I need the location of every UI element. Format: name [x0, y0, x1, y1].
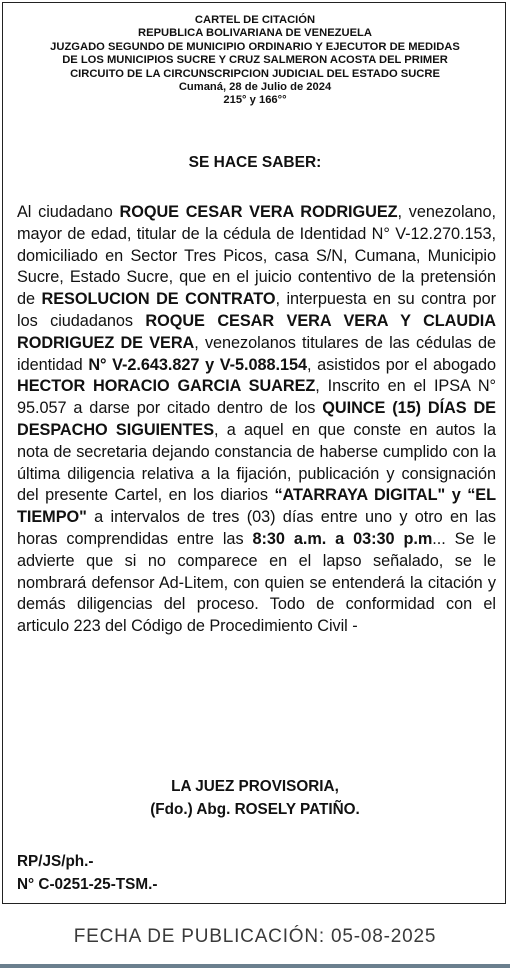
publication-date: FECHA DE PUBLICACIÓN: 05-08-2025 — [73, 926, 437, 947]
reference-block — [17, 850, 157, 896]
newspapers: “ATARRAYA DIGITAL" y “EL TIEMPO" — [17, 486, 496, 527]
reference-initials: RP/JS/ph.- — [17, 853, 94, 870]
header-place-date: Cumaná, 28 de Julio de 2024 — [178, 81, 332, 94]
header-title: CARTEL DE CITACIÓN — [194, 14, 316, 26]
body-text: , venezolano, mayor de edad, titular de la cédula de Identidad N° V-12.270.153, domiciliado en Sector Tres Picos, casa S/N, Cumana, Municipio Sucre, Estado Sucre, que en el juicio contentivo de la pretensión de — [17, 203, 496, 309]
plaintiff-names: ROQUE CESAR VERA VERA Y CLAUDIA RODRIGUEZ DE VERA — [17, 311, 496, 352]
plaintiff-ids: N° V-2.643.827 y V-5.088.154 — [88, 355, 307, 374]
header-court-municipalities: DE LOS MUNICIPIOS SUCRE Y CRUZ SALMERON ACOSTA DEL PRIMER — [62, 54, 448, 67]
body-text: , interpuesta en su contra por los ciudadanos — [17, 290, 496, 330]
header-country: REPUBLICA BOLIVARIANA DE VENEZUELA — [138, 27, 372, 40]
body-text: a intervalos de tres (03) días entre uno y otro en las horas comprendidas entre las — [17, 508, 496, 548]
body-text: , Inscrito en el IPSA N° 95.057 a darse por citado dentro de los — [17, 377, 496, 418]
body-text: , a aquel en que conste en autos la nota de secretaria dejando constancia de haberse cumplido con la última diligencia relativa a la fijación, publicación y consignación del presente Cartel, en los diarios — [17, 420, 496, 505]
office-hours: 8:30 a.m. a 03:30 p.m — [252, 529, 433, 548]
defendant-name: ROQUE CESAR VERA RODRIGUEZ — [119, 203, 398, 221]
header-court-circuit: CIRCUITO DE LA CIRCUNSCRIPCION JUDICIAL DEL ESTADO SUCRE — [70, 67, 440, 80]
notice-heading: SE HACE SABER: — [188, 154, 322, 171]
signature-block — [0, 775, 510, 821]
header-court: JUZGADO SEGUNDO DE MUNICIPIO ORDINARIO Y EJECUTOR DE MEDIDAS — [50, 40, 460, 53]
attorney-name: HECTOR HORACIO GARCIA SUAREZ — [17, 377, 316, 396]
header-years: 215° y 166°° — [223, 94, 287, 107]
judge-name: (Fdo.) Abg. ROSELY PATIÑO. — [150, 801, 360, 818]
body-text: , venezolanos titulares de las cédulas de identidad — [17, 333, 496, 374]
notice-header — [8, 14, 502, 108]
notice-body — [17, 202, 496, 638]
judge-title: LA JUEZ PROVISORIA, — [171, 778, 339, 795]
reference-number: N° C-0251-25-TSM.- — [17, 876, 158, 893]
body-text: Al ciudadano — [17, 203, 120, 221]
body-text: , asistidos por el abogado — [307, 355, 496, 374]
bottom-divider — [0, 964, 510, 968]
claim-type: RESOLUCION DE CONTRATO — [41, 290, 276, 309]
body-text: ... Se le advierte que si no comparece en el lapso señalado, se le nombrará defensor Ad-Litem, con quien se entenderá la citación y demás diligencias del proceso. Todo de conformidad con el articulo 223 del Código de Procedimiento Civil - — [17, 529, 496, 636]
deadline: QUINCE (15) DÍAS DE DESPACHO SIGUIENTES — [17, 399, 496, 439]
